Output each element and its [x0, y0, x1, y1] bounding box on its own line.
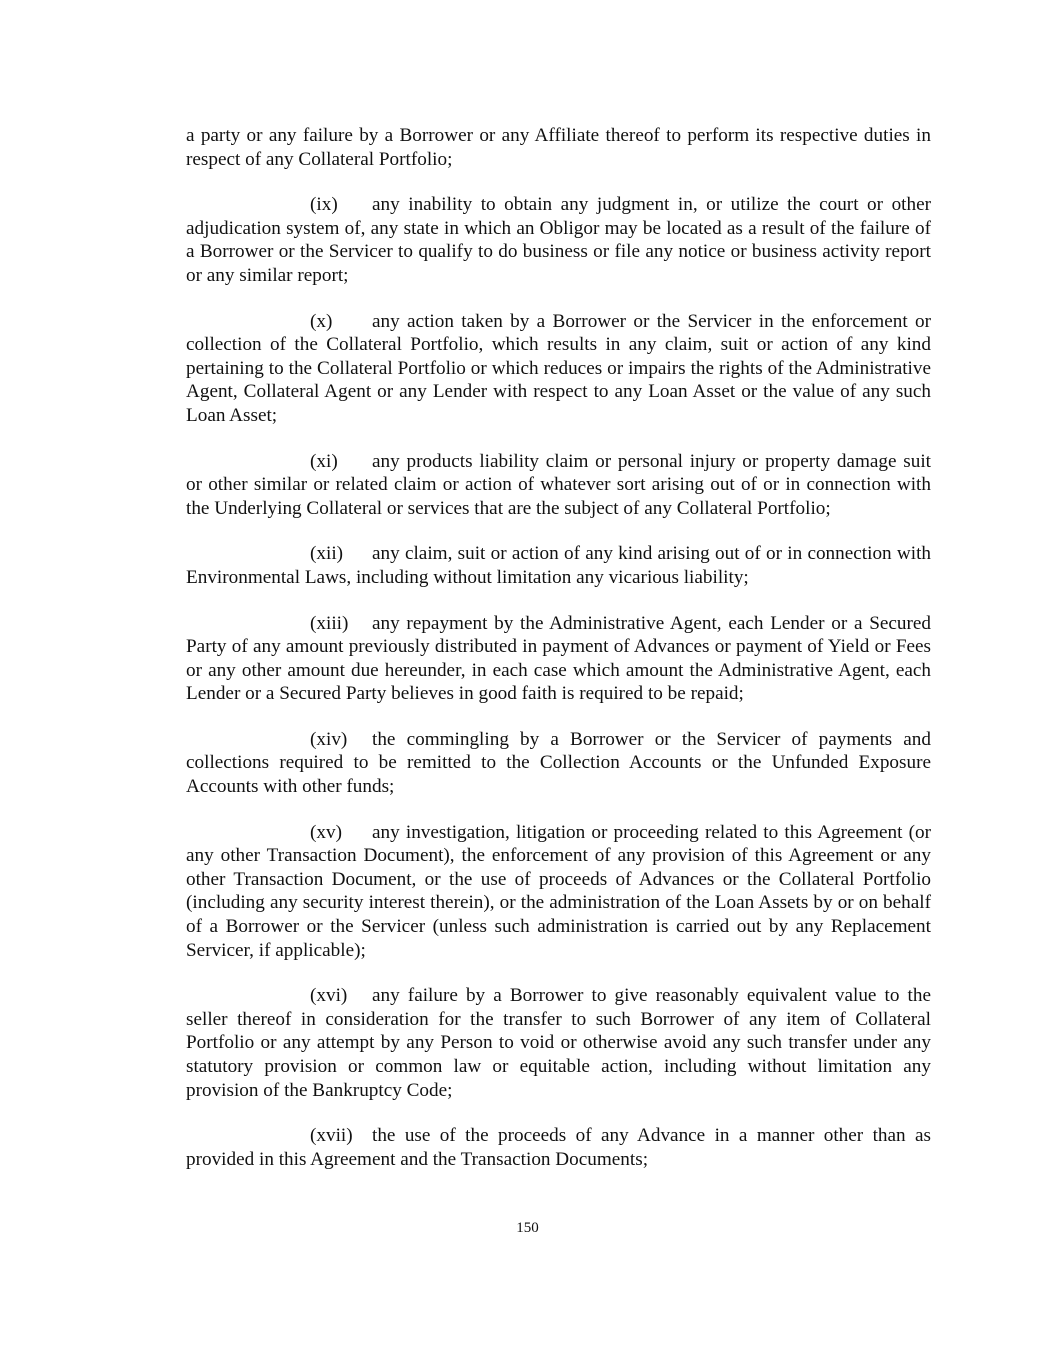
item-text: any products liability claim or personal injury or property damage suit or other similar or related claim or action of whatever sort arising out of or in connection with the Underlying Collateral or services that are the subject of any Collateral Portfolio;	[186, 450, 931, 519]
item-number: (xi)	[310, 450, 338, 472]
item-text: the commingling by a Borrower or the Servicer of payments and collections required to be remitted to the Collection Accounts or the Unfunded Exposure Accounts with other funds;	[186, 728, 931, 798]
item-number: (xii)	[310, 543, 344, 565]
item-number: (xvii)	[310, 1125, 353, 1147]
intro-paragraph: a party or any failure by a Borrower or any Affiliate thereof to perform its respective duties in respect of any Collateral Portfolio;	[186, 125, 931, 170]
page-number: 150	[516, 1220, 539, 1236]
item-number: (xv)	[310, 821, 342, 843]
list-item-xv	[186, 821, 931, 963]
list-item-xvii	[186, 1124, 931, 1171]
item-text: any investigation, litigation or proceeding related to this Agreement (or any other Transaction Document), the enforcement of any provision of this Agreement or any other Transaction Document, or the use of proceeds of Advances or the Collateral Portfolio (including any security interest therein), or the administration of the Loan Assets by or on behalf of a Borrower or the Servicer (unless such administration is carried out by any Replacement Servicer, if applicable);	[186, 821, 931, 961]
list-item-ix	[186, 193, 931, 287]
item-number: (ix)	[310, 194, 338, 216]
document-body	[186, 124, 931, 1193]
item-text: the use of the proceeds of any Advance in a manner other than as provided in this Agreement and the Transaction Documents;	[186, 1125, 931, 1170]
list-item-xiii	[186, 612, 931, 706]
item-text: any failure by a Borrower to give reasonably equivalent value to the seller thereof in consideration for the transfer to such Borrower of any item of Collateral Portfolio or any attempt by any Person to void or otherwise avoid any such transfer under any statutory provision or common law or equitable action, including without limitation any provision of the Bankruptcy Code;	[186, 985, 931, 1101]
list-item-xi	[186, 450, 931, 521]
item-number: (xiv)	[310, 728, 348, 750]
item-number: (x)	[310, 310, 333, 332]
list-item-xvi	[186, 984, 931, 1102]
list-item-x	[186, 310, 931, 428]
item-text: any repayment by the Administrative Agent, each Lender or a Secured Party of any amount previously distributed in payment of Advances or payment of Yield or Fees or any other amount due hereunder, in each case which amount the Administrative Agent, each Lender or a Secured Party believes in good faith is required to be repaid;	[186, 612, 931, 705]
list-item-xiv	[186, 728, 931, 799]
item-number: (xvi)	[310, 985, 348, 1007]
item-number: (xiii)	[310, 612, 349, 634]
item-text: any claim, suit or action of any kind arising out of or in connection with Environmental Laws, including without limitation any vicarious liability;	[186, 543, 931, 588]
item-text: any inability to obtain any judgment in, or utilize the court or other adjudication system of, any state in which an Obligor may be located as a result of the failure of a Borrower or the Servicer to qualify to do business or file any notice or business activity report or any similar report;	[186, 194, 931, 286]
list-item-xii	[186, 542, 931, 589]
item-text: any action taken by a Borrower or the Servicer in the enforcement or collection of the Collateral Portfolio, which results in any claim, suit or action of any kind pertaining to the Collateral Portfolio or which reduces or impairs the rights of the Administrative Agent, Collateral Agent or any Lender with respect to any Loan Asset or the value of any such Loan Asset;	[186, 310, 931, 426]
